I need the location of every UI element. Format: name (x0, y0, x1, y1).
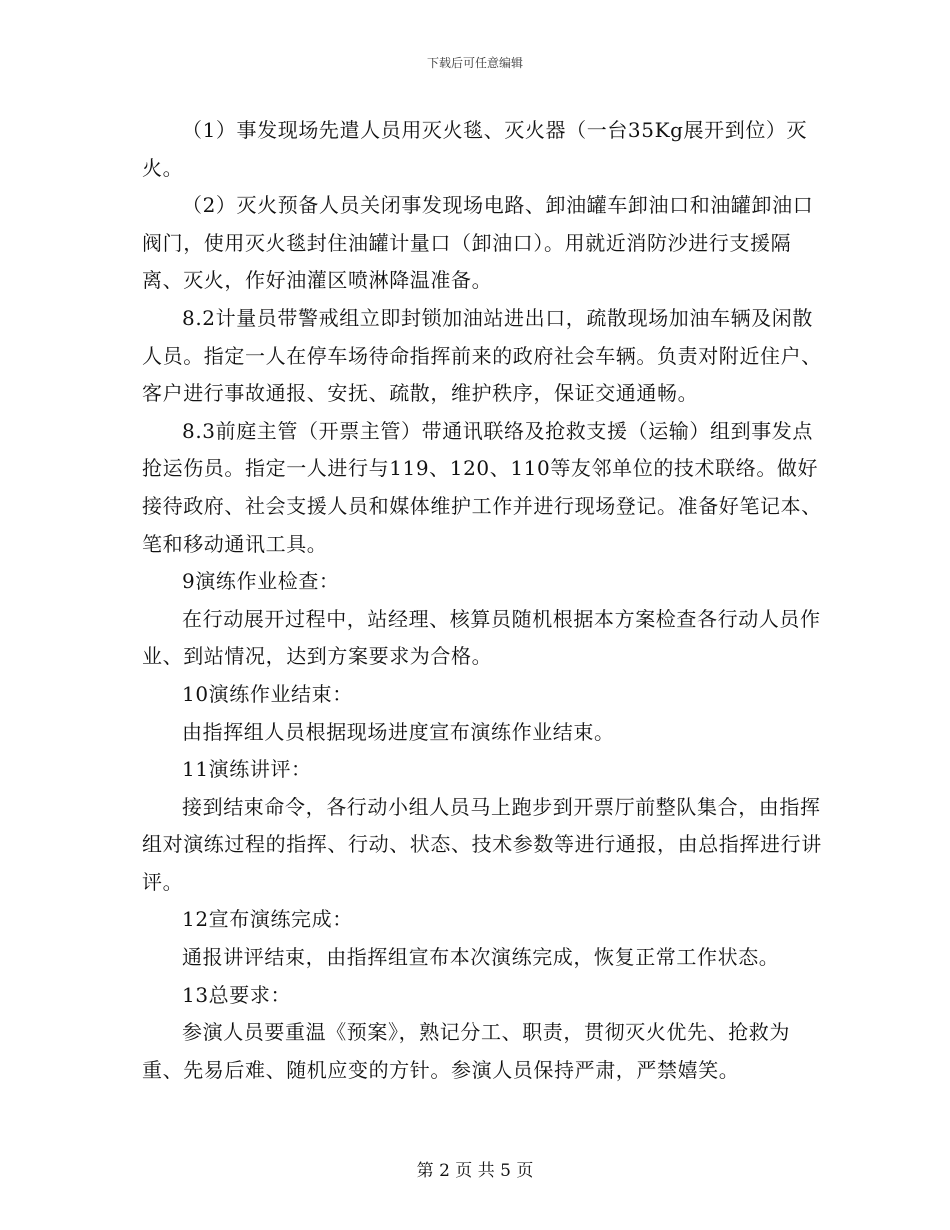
section-heading-12: 12宣布演练完成： (182, 907, 353, 932)
section-heading-10: 10演练作业结束： (182, 681, 353, 706)
page-number: 第 2 页 共 5 页 (416, 1161, 534, 1181)
section-heading-11: 11演练讲评： (182, 757, 312, 782)
paragraph-13-body: 参演人员要重温《预案》，熟记分工、职责，贯彻灭火优先、抢救为重、先易后难、随机应变的方针。参演人员保持严肃，严禁嬉笑。 (142, 1020, 790, 1082)
paragraph-10-body: 由指挥组人员根据现场进度宣布演练作业结束。 (182, 719, 615, 744)
paragraph-11-body: 接到结束命令，各行动小组人员马上跑步到开票厅前整队集合，由指挥组对演练过程的指挥、行动、状态、技术参数等进行通报，由总指挥进行讲评。 (142, 794, 822, 894)
paragraph-step-2: （2）灭火预备人员关闭事发现场电路、卸油罐车卸油口和油罐卸油口阀门，使用灭火毯封住油罐计量口（卸油口）。用就近消防沙进行支援隔离、灭火，作好油灌区喷淋降温准备。 (142, 193, 814, 293)
paragraph-9-body: 在行动展开过程中，站经理、核算员随机根据本方案检查各行动人员作业、到站情况，达到方案要求为合格。 (142, 606, 821, 669)
document-body (142, 112, 822, 1089)
paragraph-12-body: 通报讲评结束，由指挥组宣布本次演练完成，恢复正常工作状态。 (182, 945, 780, 970)
paragraph-8-2: 8.2计量员带警戒组立即封锁加油站进出口，疏散现场加油车辆及闲散人员。指定一人在停车场待命指挥前来的政府社会车辆。负责对附近住户、客户进行事故通报、安抚、疏散，维护秩序，保证交通通畅。 (142, 305, 822, 406)
paragraph-8-3: 8.3前庭主管（开票主管）带通讯联络及抢救支援（运输）组到事发点抢运伤员。指定一人进行与119、120、110等友邻单位的技术联络。做好接待政府、社会支援人员和媒体维护工作并进行现场登记。准备好笔记本、笔和移动通讯工具。 (142, 418, 822, 556)
page-header: 下载后可任意编辑 (426, 56, 523, 70)
paragraph-step-1: （1）事发现场先遣人员用灭火毯、灭火器（一台35Kg展开到位）灭火。 (142, 118, 808, 180)
section-heading-9: 9演练作业检查： (182, 569, 340, 594)
section-heading-13: 13总要求： (182, 982, 292, 1007)
